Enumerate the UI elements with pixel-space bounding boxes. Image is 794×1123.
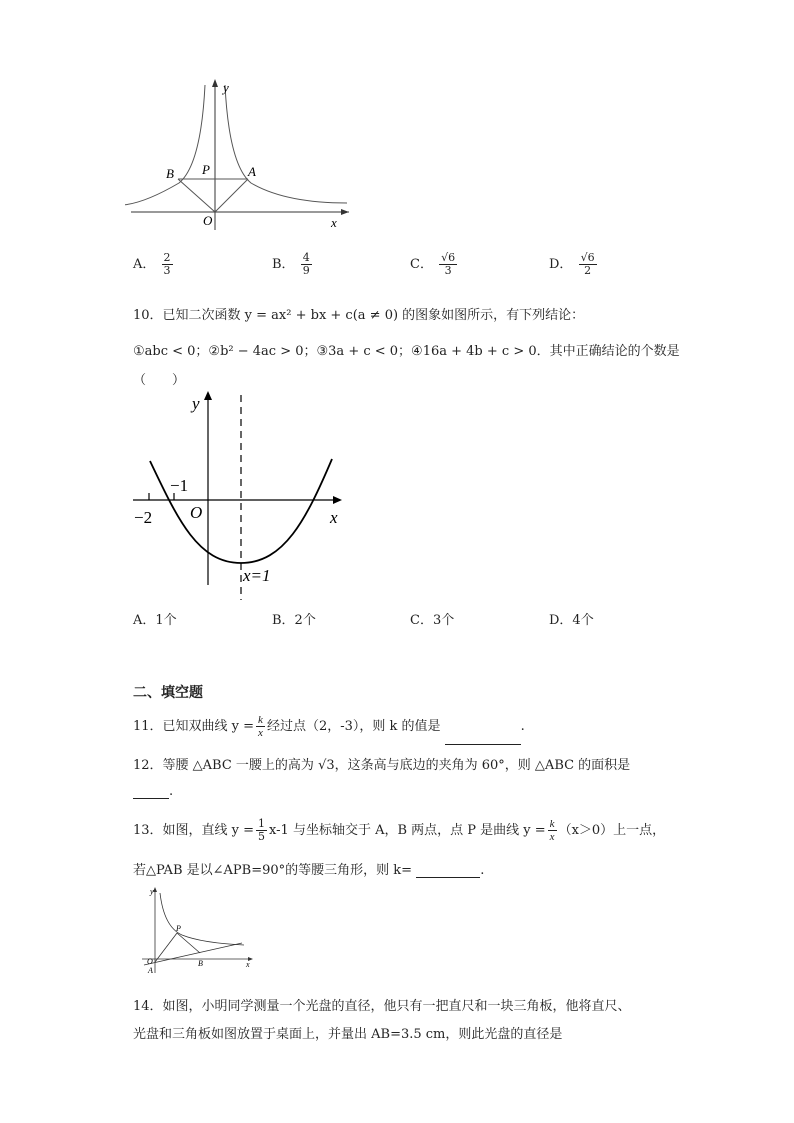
q13-line2: 若△PAB 是以∠APB=90°的等腰三角形，则 k= . — [133, 863, 485, 878]
fig13-label-a: A — [148, 966, 153, 975]
fig10-label-neg2: −2 — [134, 508, 153, 527]
fig13-label-p: P — [176, 924, 181, 933]
fig13-label-b: B — [198, 959, 203, 968]
fig10-label-o: O — [190, 503, 203, 522]
q12-line2: . — [133, 784, 173, 799]
q13-line1: 13．如图，直线 y = $\frac{1}{5}$ x-1 与坐标轴交于 A，B 两点，点 P 是曲线 y = $\frac{k}{x}$ （x＞0）上一点， — [133, 817, 666, 843]
q10-option-b[interactable]: B．2个 — [272, 613, 316, 628]
q9-option-c[interactable]: C． $\frac{√6}{3}$ — [410, 251, 456, 277]
q10-option-c[interactable]: C．3个 — [410, 613, 455, 628]
section-heading: 二、填空题 — [133, 685, 203, 701]
q9-option-b[interactable]: B． $\frac{4}{9}$ — [272, 251, 310, 277]
q14-line2: 光盘和三角板如图放置于桌面上，并量出 AB=3.5 cm，则此光盘的直径是 — [133, 1027, 563, 1042]
fig13-label-o: O — [147, 957, 153, 966]
q13-figure — [140, 885, 256, 977]
q9-option-a[interactable]: A． $\frac{2}{3}$ — [133, 251, 171, 277]
q12-line1: 12．等腰 △ABC 一腰上的高为 √3，这条高与底边的夹角为 60°，则 △ABC 的面积是 — [133, 758, 631, 773]
fig10-label-x: x — [330, 508, 338, 527]
fig9-label-p: P — [202, 162, 210, 177]
q10-option-d[interactable]: D．4个 — [549, 613, 594, 628]
q12-answer-blank[interactable] — [133, 784, 169, 799]
q13-answer-blank[interactable] — [416, 863, 480, 878]
q11-answer-blank[interactable] — [445, 730, 521, 745]
q10-stem-line2: ①abc < 0；②b² − 4ac > 0；③3a + c < 0；④16a + 4b + c > 0．其中正确结论的个数是 — [133, 344, 680, 359]
fig10-label-neg1: −1 — [170, 476, 189, 495]
fig9-label-y: y — [223, 80, 229, 95]
q10-stem-line1: 10．已知二次函数 y = ax² + bx + c(a ≠ 0) 的图象如图所示，有下列结论： — [133, 308, 585, 323]
fig9-label-o: O — [203, 213, 213, 228]
fig9-label-x: x — [331, 215, 337, 230]
q9-figure — [125, 75, 355, 235]
q10-option-a[interactable]: A．1个 — [133, 613, 177, 628]
q10-figure — [128, 385, 348, 605]
fig9-label-a: A — [248, 164, 256, 179]
q10-answer-paren: （ ） — [133, 373, 186, 388]
fig9-label-b: B — [166, 166, 174, 181]
q9-option-d[interactable]: D． $\frac{√6}{2}$ — [549, 251, 595, 277]
q14-line1: 14．如图，小明同学测量一个光盘的直径，他只有一把直尺和一块三角板，他将直尺、 — [133, 999, 631, 1014]
q11: 11．已知双曲线 y = $\frac{k}{x}$ 经过点（2，-3），则 k 的值是 . — [133, 709, 525, 745]
fig10-label-y: y — [192, 394, 200, 413]
fig13-label-x: x — [246, 960, 250, 969]
fig13-label-y: y — [150, 887, 154, 896]
fig10-label-axis: x=1 — [243, 566, 271, 585]
